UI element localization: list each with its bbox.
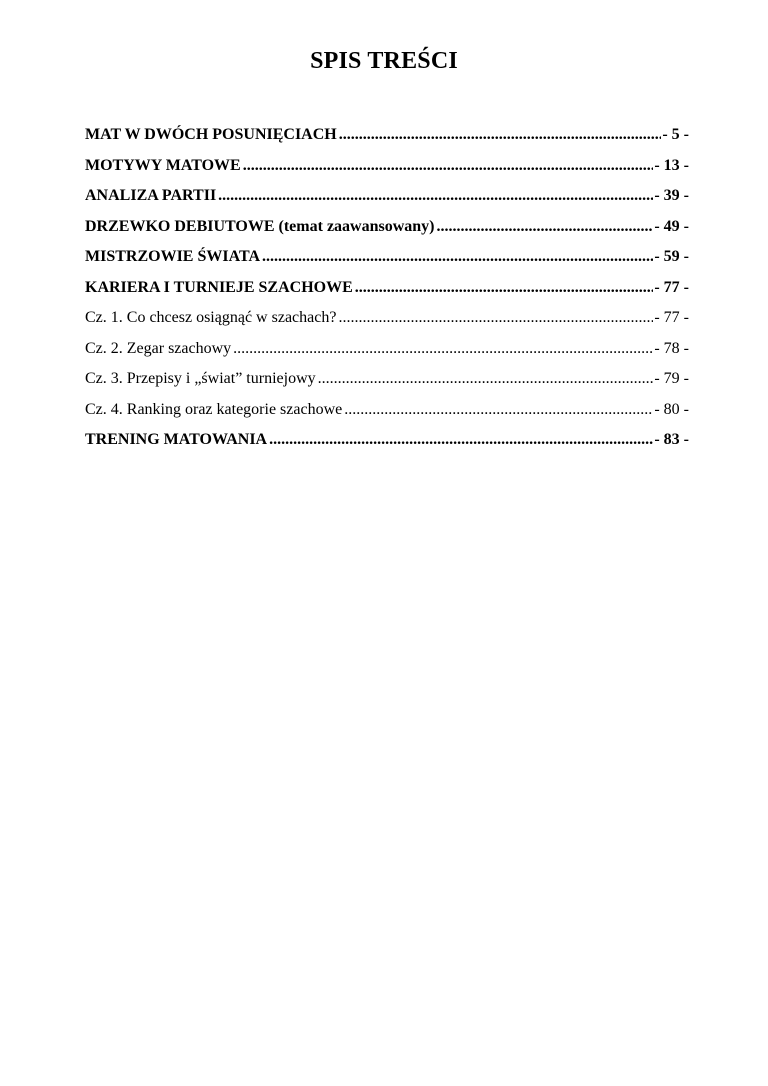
dot-leader — [243, 151, 654, 182]
toc-page-number: - 77 - — [654, 309, 689, 326]
dot-leader — [339, 120, 662, 151]
dot-leader — [355, 273, 654, 304]
dot-leader — [437, 212, 654, 243]
toc-page-number: - 59 - — [654, 248, 689, 265]
toc-entry-title: MAT W DWÓCH POSUNIĘCIACH — [85, 126, 337, 143]
toc-page-number: - 79 - — [654, 370, 689, 387]
toc-entry-title: Cz. 4. Ranking oraz kategorie szachowe — [85, 400, 343, 418]
toc-page-number: - 80 - — [654, 400, 689, 418]
dot-leader — [318, 364, 654, 395]
toc-page-number: - 5 - — [662, 126, 689, 143]
dot-leader — [269, 425, 653, 456]
toc-entry-title: ANALIZA PARTII — [85, 187, 217, 204]
dot-leader — [233, 334, 653, 365]
table-of-contents — [85, 120, 689, 456]
toc-entry-title: Cz. 3. Przepisy i „świat” turniejowy — [85, 370, 316, 387]
toc-entry-title: Cz. 1. Co chcesz osiągnąć w szachach? — [85, 309, 337, 326]
toc-entry-title: KARIERA I TURNIEJE SZACHOWE — [85, 278, 353, 296]
toc-entry[interactable] — [85, 120, 689, 151]
page-title: SPIS TREŚCI — [310, 48, 458, 74]
toc-subentry[interactable] — [85, 364, 689, 395]
toc-entry-title: Cz. 2. Zegar szachowy — [85, 339, 232, 357]
toc-entry[interactable] — [85, 151, 689, 182]
toc-page-number: - 39 - — [654, 187, 689, 204]
toc-page-number: - 83 - — [654, 431, 689, 448]
dot-leader — [262, 242, 653, 273]
toc-subentry[interactable] — [85, 303, 689, 334]
toc-entry-title: DRZEWKO DEBIUTOWE (temat zaawansowany) — [85, 217, 435, 235]
toc-page-number: - 78 - — [654, 339, 689, 357]
toc-entry-title: TRENING MATOWANIA — [85, 431, 268, 448]
dot-leader — [218, 181, 653, 212]
toc-entry[interactable] — [85, 273, 689, 304]
toc-subentry[interactable] — [85, 395, 689, 426]
toc-entry[interactable] — [85, 212, 689, 243]
dot-leader — [338, 303, 653, 334]
toc-entry-title: MOTYWY MATOWE — [85, 156, 241, 174]
toc-entry[interactable] — [85, 425, 689, 456]
toc-entry[interactable] — [85, 181, 689, 212]
toc-page-number: - 13 - — [654, 156, 689, 174]
toc-page-number: - 49 - — [654, 217, 689, 235]
toc-page-number: - 77 - — [654, 278, 689, 296]
dot-leader — [344, 395, 653, 426]
toc-entry-title: MISTRZOWIE ŚWIATA — [85, 248, 260, 265]
toc-entry[interactable] — [85, 242, 689, 273]
toc-subentry[interactable] — [85, 334, 689, 365]
